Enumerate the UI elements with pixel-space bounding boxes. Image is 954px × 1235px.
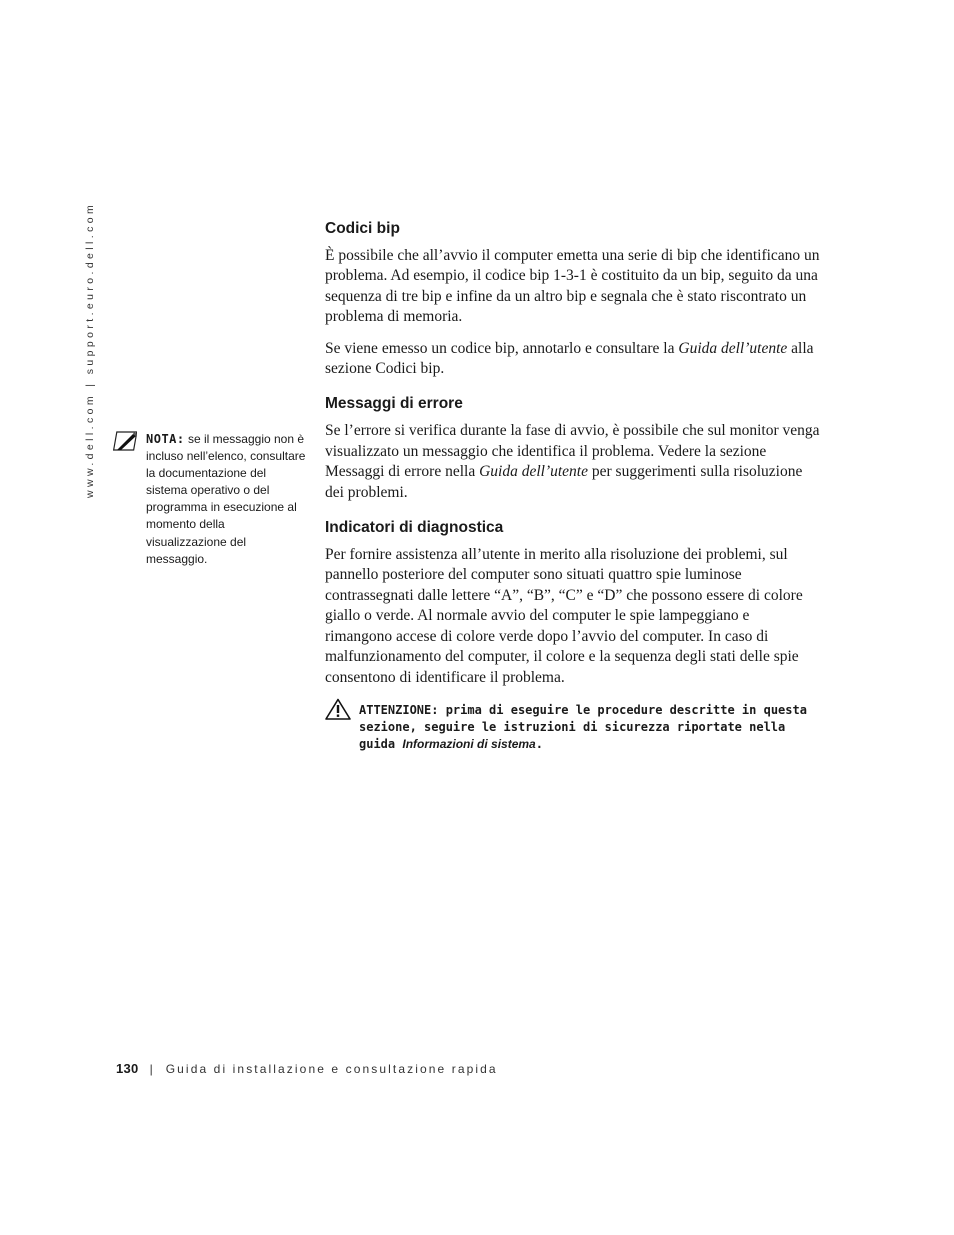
guide-reference: Informazioni di sistema bbox=[402, 737, 536, 752]
section-messaggi-di-errore bbox=[325, 393, 820, 503]
page-footer bbox=[116, 1061, 498, 1076]
warning-box bbox=[325, 702, 820, 754]
section-indicatori-di-diagnostica bbox=[325, 517, 820, 688]
paragraph bbox=[325, 421, 820, 503]
warning-body: prima di eseguire le procedure descritte in questa sezione, seguire le istruzioni di sicurezza riportate nella guida bbox=[359, 702, 807, 752]
section-heading: Indicatori di diagnostica bbox=[325, 519, 504, 537]
section-heading: Messaggi di errore bbox=[325, 395, 463, 413]
main-content bbox=[325, 218, 820, 754]
guide-reference: Guida dell’utente bbox=[678, 339, 788, 357]
guide-reference: Guida dell’utente bbox=[479, 463, 588, 481]
text-run: alla sezione Codici bip. bbox=[325, 339, 814, 378]
text-run: . bbox=[535, 737, 543, 752]
note-label: NOTA: bbox=[146, 432, 185, 446]
footer-separator: | bbox=[149, 1062, 153, 1076]
warning-label: ATTENZIONE: bbox=[359, 702, 439, 717]
warning-text bbox=[359, 702, 820, 754]
note-body: se il messaggio non è incluso nell’elenco, consultare la documentazione del sistema operativo o del programma in esecuzione al momento della visualizzazione del messaggio. bbox=[146, 432, 306, 566]
text-run: per suggerimenti sulla risoluzione dei problemi. bbox=[325, 463, 803, 501]
paragraph: È possibile che all’avvio il computer emetta una serie di bip che identificano un problema. Ad esempio, il codice bip 1-3-1 è costituito da un bip, seguito da una sequenza di tre bip e infine da un altro bip e segnala che è stato riscontrato un problema di memoria. bbox=[325, 247, 820, 326]
paragraph bbox=[325, 339, 820, 380]
page-number: 130 bbox=[116, 1061, 139, 1076]
text-run: Se l’errore si verifica durante la fase di avvio, è possibile che sul monitor venga visualizzato un messaggio che identifica il problema. Vedere la sezione Messaggi di errore nella bbox=[325, 422, 820, 481]
side-website-url: www.dell.com | support.euro.dell.com bbox=[84, 201, 96, 498]
pencil-note-icon bbox=[113, 431, 137, 451]
text-run: Se viene emesso un codice bip, annotarlo e consultare la bbox=[325, 339, 679, 357]
note-text bbox=[146, 431, 306, 568]
footer-title: Guida di installazione e consultazione rapida bbox=[165, 1062, 498, 1076]
section-codici-bip bbox=[325, 218, 820, 379]
section-heading: Codici bip bbox=[325, 220, 400, 237]
paragraph: Per fornire assistenza all’utente in merito alla risoluzione dei problemi, sul pannello posteriore del computer sono situati quattro spie luminose contrassegnati dalle lettere “A”, “B”, “C” e “D” che possono essere di colore giallo o verde. Al normale avvio del computer le spie lampeggiano e rimangono accese di colore verde dopo l’avvio del computer. In caso di malfunzionamento del computer, il colore e la sequenza degli stati delle spie consentono di identificare il problema. bbox=[325, 546, 803, 686]
warning-triangle-icon bbox=[325, 698, 351, 720]
